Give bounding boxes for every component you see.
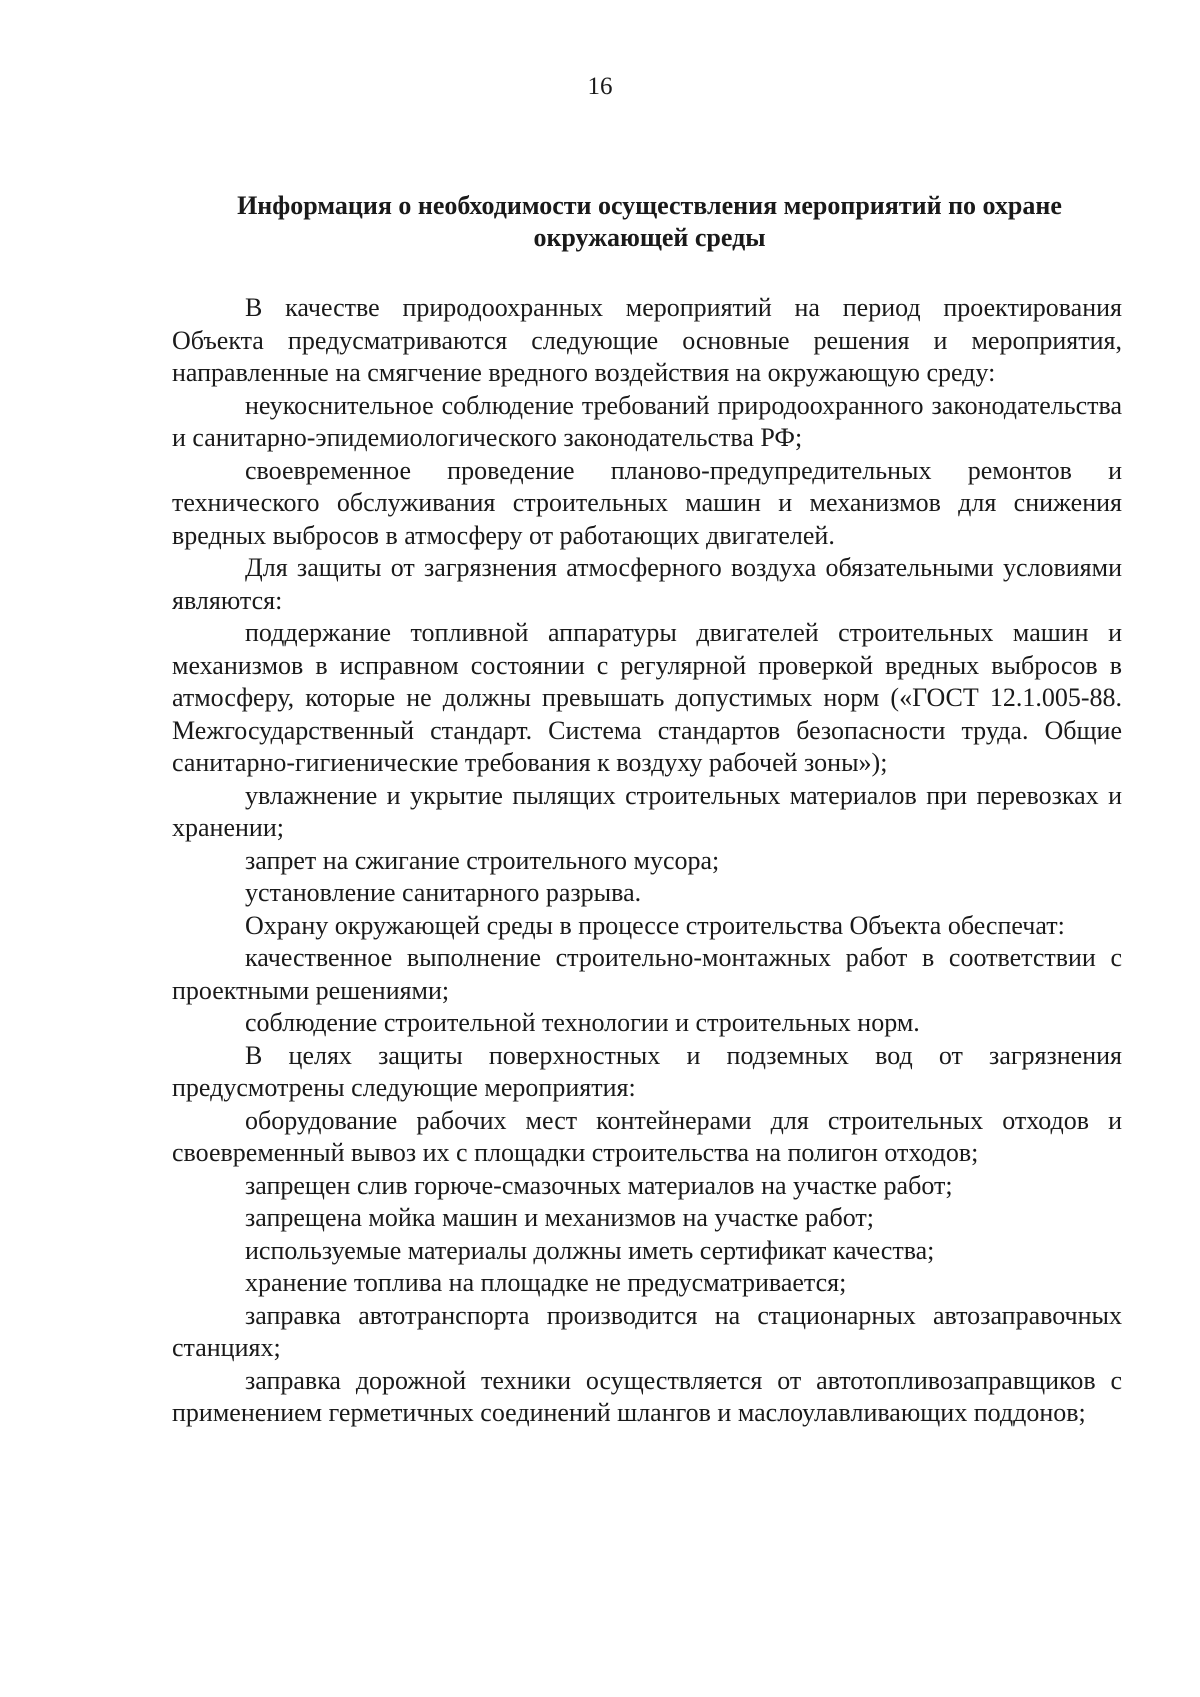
intro-paragraph: В качестве природоохранных мероприятий на период проектирования Объекта предусматриваются следующие основные решения и мероприятия, направленные на смягчение вредного воздействия на окружающую среду: (172, 293, 1122, 387)
list-item: увлажнение и укрытие пылящих строительных материалов при перевозках и хранении; (172, 780, 1122, 842)
list-item: качественное выполнение строительно-монтажных работ в соответствии с проектными решениями; (172, 943, 1122, 1005)
section-paragraph: Охрану окружающей среды в процессе строительства Объекта обеспечат: (245, 910, 1065, 940)
page-title (172, 190, 1127, 254)
list-item: соблюдение строительной технологии и строительных норм. (245, 1008, 920, 1037)
list-item: запрещена мойка машин и механизмов на участке работ; (245, 1203, 874, 1232)
section-paragraph: Для защиты от загрязнения атмосферного воздуха обязательными условиями являются: (172, 553, 1122, 615)
list-item: хранение топлива на площадке не предусматривается; (245, 1268, 847, 1297)
list-item: используемые материалы должны иметь сертификат качества; (245, 1235, 935, 1265)
list-item: заправка автотранспорта производится на стационарных автозаправочных станциях; (172, 1300, 1122, 1362)
list-item: своевременное проведение планово-предупредительных ремонтов и технического обслуживания строительных машин и механизмов для снижения вредных выбросов в атмосферу от работающих двигателей. (172, 455, 1122, 550)
body-text (172, 292, 1122, 1430)
title-line-1: Информация о необходимости осуществления мероприятий по охране (237, 191, 1062, 220)
title-line-2: окружающей среды (533, 223, 766, 252)
list-item: заправка дорожной техники осуществляется от автотопливозаправщиков с применением герметичных соединений шлангов и маслоулавливающих поддонов; (172, 1365, 1122, 1427)
list-item: оборудование рабочих мест контейнерами для строительных отходов и своевременный вывоз их с площадки строительства на полигон отходов; (172, 1105, 1122, 1167)
list-item: неукоснительное соблюдение требований природоохранного законодательства и санитарно-эпидемиологического законодательства РФ; (172, 390, 1122, 452)
section-paragraph: В целях защиты поверхностных и подземных вод от загрязнения предусмотрены следующие мероприятия: (172, 1040, 1122, 1102)
list-item: запрет на сжигание строительного мусора; (245, 845, 720, 875)
list-item: запрещен слив горюче-смазочных материалов на участке работ; (245, 1170, 953, 1200)
list-item: установление санитарного разрыва. (245, 878, 642, 907)
page-number: 16 (587, 73, 613, 100)
list-item: поддержание топливной аппаратуры двигателей строительных машин и механизмов в исправном состоянии с регулярной проверкой вредных выбросов в атмосферу, которые не должны превышать допустимых норм («ГОСТ 12.1.005-88. Межгосударственный стандарт. Система стандартов безопасности труда. Общие санитарно-гигиенические требования к воздуху рабочей зоны»); (172, 618, 1122, 777)
